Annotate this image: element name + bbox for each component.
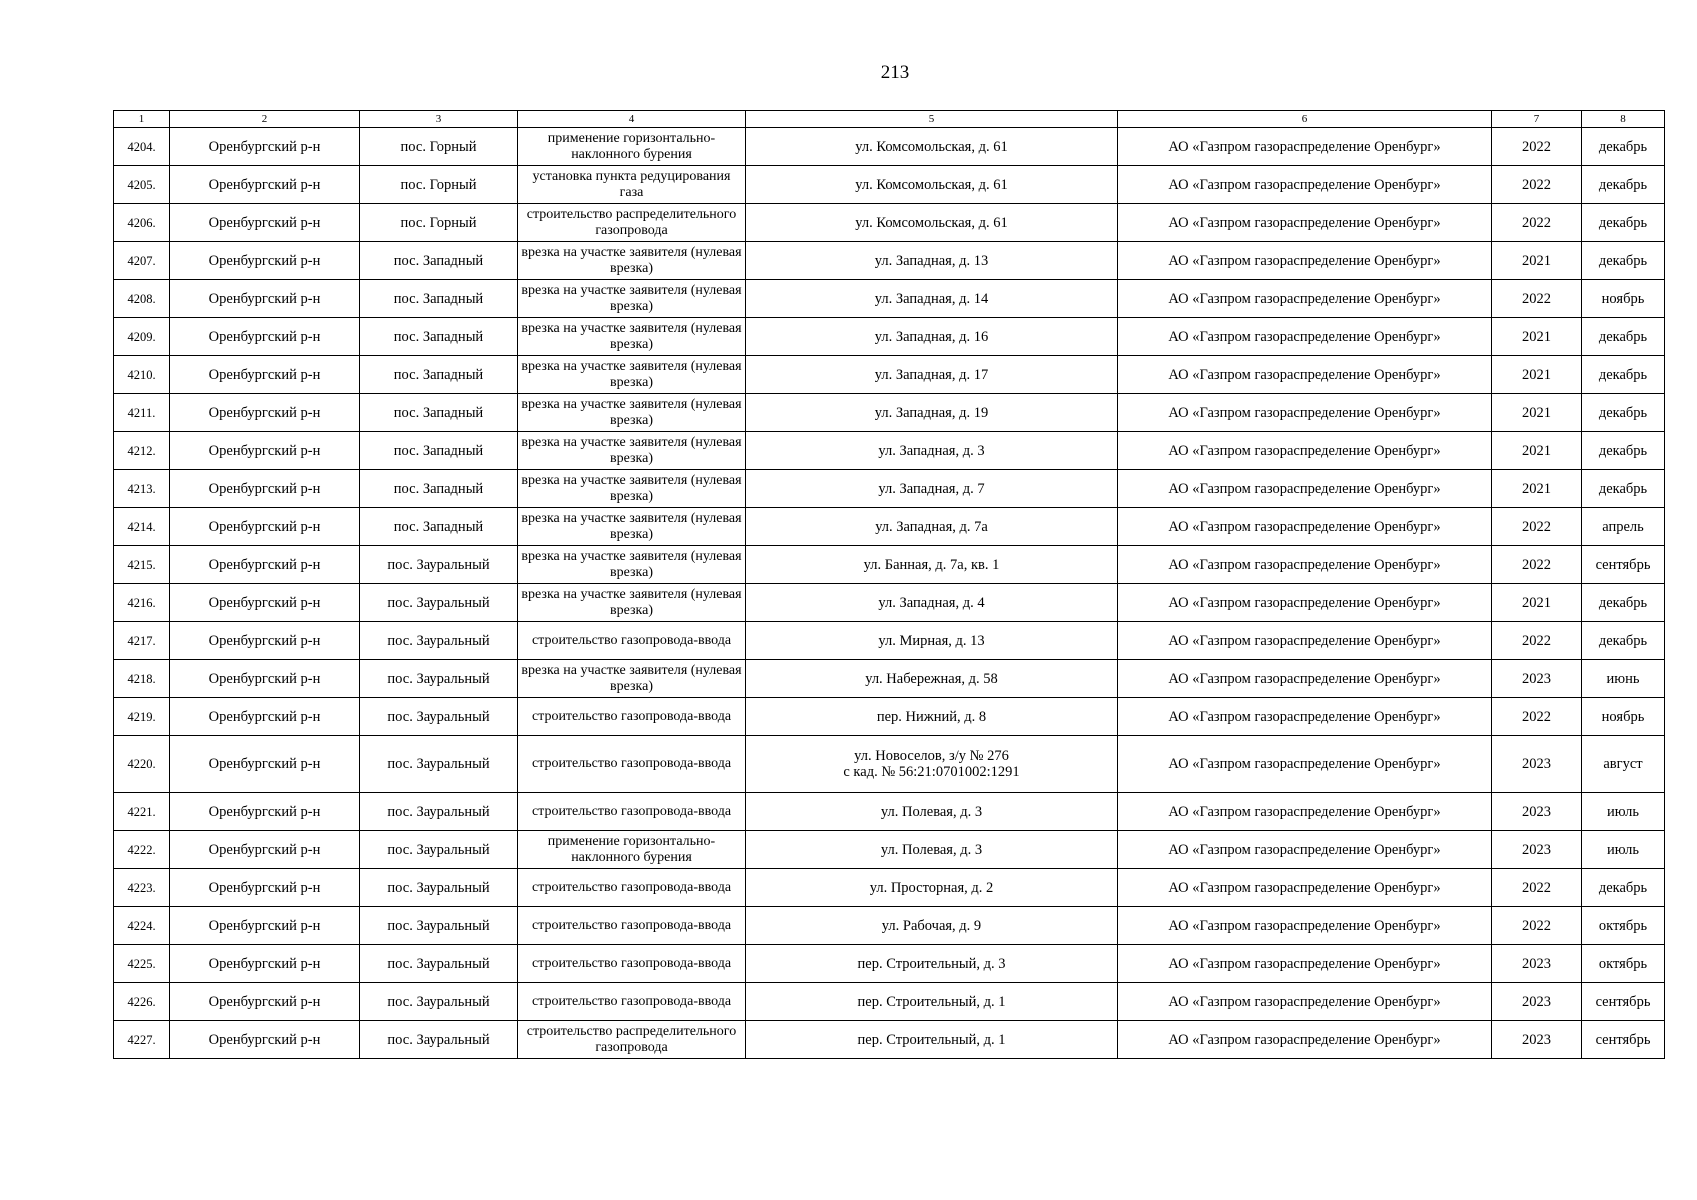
page-number: 213 (880, 62, 910, 83)
row-number: 4217. (114, 622, 170, 660)
table-row (114, 356, 1665, 394)
column-number: 6 (1118, 111, 1492, 128)
district-cell: Оренбургский р-н (170, 584, 360, 622)
table-row (114, 128, 1665, 166)
month-cell: декабрь (1582, 128, 1665, 166)
district-cell: Оренбургский р-н (170, 546, 360, 584)
row-number: 4219. (114, 698, 170, 736)
table-row (114, 1021, 1665, 1059)
locality-cell: пос. Зауральный (360, 907, 518, 945)
year-cell: 2022 (1492, 204, 1582, 242)
year-cell: 2022 (1492, 907, 1582, 945)
month-cell: декабрь (1582, 470, 1665, 508)
organization-cell: АО «Газпром газораспределение Оренбург» (1118, 945, 1492, 983)
row-number: 4223. (114, 869, 170, 907)
locality-cell: пос. Западный (360, 508, 518, 546)
year-cell: 2021 (1492, 356, 1582, 394)
address-cell: ул. Комсомольская, д. 61 (746, 166, 1118, 204)
district-cell: Оренбургский р-н (170, 508, 360, 546)
organization-cell: АО «Газпром газораспределение Оренбург» (1118, 166, 1492, 204)
locality-cell: пос. Зауральный (360, 945, 518, 983)
year-cell: 2022 (1492, 869, 1582, 907)
locality-cell: пос. Зауральный (360, 660, 518, 698)
row-number: 4224. (114, 907, 170, 945)
table-row (114, 869, 1665, 907)
work-type-cell: врезка на участке заявителя (нулевая врезка) (518, 660, 746, 698)
column-number: 7 (1492, 111, 1582, 128)
district-cell: Оренбургский р-н (170, 622, 360, 660)
column-number: 3 (360, 111, 518, 128)
address-cell: пер. Нижний, д. 8 (746, 698, 1118, 736)
organization-cell: АО «Газпром газораспределение Оренбург» (1118, 470, 1492, 508)
row-number: 4209. (114, 318, 170, 356)
row-number: 4208. (114, 280, 170, 318)
row-number: 4227. (114, 1021, 170, 1059)
locality-cell: пос. Зауральный (360, 869, 518, 907)
table-row (114, 318, 1665, 356)
organization-cell: АО «Газпром газораспределение Оренбург» (1118, 660, 1492, 698)
row-number: 4204. (114, 128, 170, 166)
work-type-cell: врезка на участке заявителя (нулевая врезка) (518, 432, 746, 470)
district-cell: Оренбургский р-н (170, 394, 360, 432)
address-cell: ул. Мирная, д. 13 (746, 622, 1118, 660)
table-row (114, 660, 1665, 698)
row-number: 4222. (114, 831, 170, 869)
work-type-cell: врезка на участке заявителя (нулевая врезка) (518, 470, 746, 508)
work-type-cell: строительство газопровода-ввода (518, 907, 746, 945)
month-cell: декабрь (1582, 584, 1665, 622)
year-cell: 2023 (1492, 945, 1582, 983)
row-number: 4205. (114, 166, 170, 204)
address-cell: ул. Западная, д. 14 (746, 280, 1118, 318)
table-row (114, 983, 1665, 1021)
month-cell: сентябрь (1582, 546, 1665, 584)
table-row (114, 280, 1665, 318)
locality-cell: пос. Западный (360, 280, 518, 318)
month-cell: июль (1582, 793, 1665, 831)
locality-cell: пос. Зауральный (360, 546, 518, 584)
organization-cell: АО «Газпром газораспределение Оренбург» (1118, 356, 1492, 394)
table-row (114, 736, 1665, 793)
table-row (114, 242, 1665, 280)
month-cell: октябрь (1582, 907, 1665, 945)
month-cell: декабрь (1582, 869, 1665, 907)
month-cell: ноябрь (1582, 280, 1665, 318)
address-cell: ул. Полевая, д. 3 (746, 831, 1118, 869)
register-table (113, 110, 1665, 1059)
address-cell (746, 736, 1118, 793)
column-number: 5 (746, 111, 1118, 128)
column-number: 4 (518, 111, 746, 128)
month-cell: октябрь (1582, 945, 1665, 983)
month-cell: декабрь (1582, 432, 1665, 470)
work-type-cell: строительство газопровода-ввода (518, 983, 746, 1021)
organization-cell: АО «Газпром газораспределение Оренбург» (1118, 128, 1492, 166)
address-cell: ул. Полевая, д. 3 (746, 793, 1118, 831)
address-cell: ул. Просторная, д. 2 (746, 869, 1118, 907)
district-cell: Оренбургский р-н (170, 869, 360, 907)
district-cell: Оренбургский р-н (170, 793, 360, 831)
table-row (114, 945, 1665, 983)
address-cell: пер. Строительный, д. 3 (746, 945, 1118, 983)
table-row (114, 584, 1665, 622)
work-type-cell: строительство газопровода-ввода (518, 736, 746, 793)
organization-cell: АО «Газпром газораспределение Оренбург» (1118, 831, 1492, 869)
year-cell: 2023 (1492, 793, 1582, 831)
year-cell: 2021 (1492, 318, 1582, 356)
work-type-cell: строительство газопровода-ввода (518, 793, 746, 831)
locality-cell: пос. Западный (360, 432, 518, 470)
address-cell: ул. Западная, д. 17 (746, 356, 1118, 394)
row-number: 4213. (114, 470, 170, 508)
month-cell: декабрь (1582, 242, 1665, 280)
row-number: 4214. (114, 508, 170, 546)
locality-cell: пос. Горный (360, 204, 518, 242)
organization-cell: АО «Газпром газораспределение Оренбург» (1118, 793, 1492, 831)
register-body (114, 111, 1665, 1059)
work-type-cell: врезка на участке заявителя (нулевая врезка) (518, 318, 746, 356)
organization-cell: АО «Газпром газораспределение Оренбург» (1118, 907, 1492, 945)
table-row (114, 394, 1665, 432)
work-type-cell: применение горизонтально-наклонного бурения (518, 128, 746, 166)
month-cell: апрель (1582, 508, 1665, 546)
locality-cell: пос. Зауральный (360, 983, 518, 1021)
work-type-cell: строительство газопровода-ввода (518, 945, 746, 983)
month-cell: июль (1582, 831, 1665, 869)
organization-cell: АО «Газпром газораспределение Оренбург» (1118, 698, 1492, 736)
locality-cell: пос. Зауральный (360, 1021, 518, 1059)
locality-cell: пос. Зауральный (360, 622, 518, 660)
district-cell: Оренбургский р-н (170, 470, 360, 508)
locality-cell: пос. Западный (360, 318, 518, 356)
address-cell: пер. Строительный, д. 1 (746, 983, 1118, 1021)
district-cell: Оренбургский р-н (170, 242, 360, 280)
organization-cell: АО «Газпром газораспределение Оренбург» (1118, 280, 1492, 318)
locality-cell: пос. Западный (360, 394, 518, 432)
district-cell: Оренбургский р-н (170, 204, 360, 242)
table-row (114, 622, 1665, 660)
district-cell: Оренбургский р-н (170, 280, 360, 318)
work-type-cell: установка пункта редуцирования газа (518, 166, 746, 204)
locality-cell: пос. Горный (360, 166, 518, 204)
year-cell: 2022 (1492, 280, 1582, 318)
locality-cell: пос. Зауральный (360, 698, 518, 736)
district-cell: Оренбургский р-н (170, 356, 360, 394)
month-cell: сентябрь (1582, 1021, 1665, 1059)
year-cell: 2023 (1492, 736, 1582, 793)
district-cell: Оренбургский р-н (170, 166, 360, 204)
organization-cell: АО «Газпром газораспределение Оренбург» (1118, 622, 1492, 660)
address-cell: ул. Западная, д. 16 (746, 318, 1118, 356)
district-cell: Оренбургский р-н (170, 698, 360, 736)
work-type-cell: врезка на участке заявителя (нулевая врезка) (518, 280, 746, 318)
district-cell: Оренбургский р-н (170, 128, 360, 166)
locality-cell: пос. Зауральный (360, 793, 518, 831)
month-cell: декабрь (1582, 356, 1665, 394)
address-cell: ул. Комсомольская, д. 61 (746, 204, 1118, 242)
district-cell: Оренбургский р-н (170, 983, 360, 1021)
organization-cell: АО «Газпром газораспределение Оренбург» (1118, 1021, 1492, 1059)
year-cell: 2021 (1492, 432, 1582, 470)
table-row (114, 470, 1665, 508)
organization-cell: АО «Газпром газораспределение Оренбург» (1118, 432, 1492, 470)
year-cell: 2022 (1492, 698, 1582, 736)
work-type-cell: применение горизонтально-наклонного бурения (518, 831, 746, 869)
work-type-cell: строительство газопровода-ввода (518, 698, 746, 736)
address-cell: ул. Западная, д. 19 (746, 394, 1118, 432)
district-cell: Оренбургский р-н (170, 1021, 360, 1059)
address-line: ул. Новоселов, з/у № 276 (854, 748, 1009, 764)
row-number: 4207. (114, 242, 170, 280)
table-row (114, 204, 1665, 242)
year-cell: 2023 (1492, 983, 1582, 1021)
address-cell: ул. Западная, д. 13 (746, 242, 1118, 280)
month-cell: ноябрь (1582, 698, 1665, 736)
column-number: 8 (1582, 111, 1665, 128)
locality-cell: пос. Западный (360, 242, 518, 280)
work-type-cell: врезка на участке заявителя (нулевая врезка) (518, 242, 746, 280)
work-type-cell: врезка на участке заявителя (нулевая врезка) (518, 508, 746, 546)
year-cell: 2021 (1492, 584, 1582, 622)
address-cell: ул. Западная, д. 7а (746, 508, 1118, 546)
work-type-cell: врезка на участке заявителя (нулевая врезка) (518, 394, 746, 432)
district-cell: Оренбургский р-н (170, 736, 360, 793)
row-number: 4221. (114, 793, 170, 831)
month-cell: июнь (1582, 660, 1665, 698)
column-number-row (114, 111, 1665, 128)
year-cell: 2021 (1492, 242, 1582, 280)
organization-cell: АО «Газпром газораспределение Оренбург» (1118, 318, 1492, 356)
district-cell: Оренбургский р-н (170, 945, 360, 983)
table-row (114, 508, 1665, 546)
organization-cell: АО «Газпром газораспределение Оренбург» (1118, 869, 1492, 907)
row-number: 4215. (114, 546, 170, 584)
cadastral-number-line: с кад. № 56:21:0701002:1291 (843, 764, 1020, 780)
year-cell: 2022 (1492, 622, 1582, 660)
district-cell: Оренбургский р-н (170, 432, 360, 470)
month-cell: декабрь (1582, 394, 1665, 432)
month-cell: декабрь (1582, 318, 1665, 356)
work-type-cell: строительство газопровода-ввода (518, 869, 746, 907)
district-cell: Оренбургский р-н (170, 907, 360, 945)
table-row (114, 698, 1665, 736)
address-cell: ул. Западная, д. 4 (746, 584, 1118, 622)
work-type-cell: врезка на участке заявителя (нулевая врезка) (518, 356, 746, 394)
row-number: 4211. (114, 394, 170, 432)
table-row (114, 793, 1665, 831)
address-cell: ул. Рабочая, д. 9 (746, 907, 1118, 945)
organization-cell: АО «Газпром газораспределение Оренбург» (1118, 584, 1492, 622)
organization-cell: АО «Газпром газораспределение Оренбург» (1118, 546, 1492, 584)
row-number: 4212. (114, 432, 170, 470)
address-cell: ул. Западная, д. 7 (746, 470, 1118, 508)
month-cell: август (1582, 736, 1665, 793)
month-cell: сентябрь (1582, 983, 1665, 1021)
work-type-cell: строительство распределительного газопровода (518, 204, 746, 242)
organization-cell: АО «Газпром газораспределение Оренбург» (1118, 394, 1492, 432)
row-number: 4220. (114, 736, 170, 793)
locality-cell: пос. Горный (360, 128, 518, 166)
row-number: 4218. (114, 660, 170, 698)
year-cell: 2022 (1492, 508, 1582, 546)
address-cell: ул. Банная, д. 7а, кв. 1 (746, 546, 1118, 584)
address-cell: ул. Западная, д. 3 (746, 432, 1118, 470)
row-number: 4225. (114, 945, 170, 983)
month-cell: декабрь (1582, 166, 1665, 204)
row-number: 4210. (114, 356, 170, 394)
month-cell: декабрь (1582, 204, 1665, 242)
year-cell: 2021 (1492, 394, 1582, 432)
table-row (114, 907, 1665, 945)
locality-cell: пос. Западный (360, 470, 518, 508)
table-row (114, 546, 1665, 584)
work-type-cell: врезка на участке заявителя (нулевая врезка) (518, 546, 746, 584)
row-number: 4206. (114, 204, 170, 242)
year-cell: 2023 (1492, 1021, 1582, 1059)
locality-cell: пос. Зауральный (360, 736, 518, 793)
district-cell: Оренбургский р-н (170, 831, 360, 869)
column-number: 1 (114, 111, 170, 128)
locality-cell: пос. Зауральный (360, 831, 518, 869)
year-cell: 2022 (1492, 166, 1582, 204)
address-cell: пер. Строительный, д. 1 (746, 1021, 1118, 1059)
year-cell: 2021 (1492, 470, 1582, 508)
year-cell: 2022 (1492, 546, 1582, 584)
row-number: 4216. (114, 584, 170, 622)
month-cell: декабрь (1582, 622, 1665, 660)
year-cell: 2022 (1492, 128, 1582, 166)
address-cell: ул. Комсомольская, д. 61 (746, 128, 1118, 166)
work-type-cell: строительство распределительного газопровода (518, 1021, 746, 1059)
organization-cell: АО «Газпром газораспределение Оренбург» (1118, 983, 1492, 1021)
organization-cell: АО «Газпром газораспределение Оренбург» (1118, 204, 1492, 242)
work-type-cell: врезка на участке заявителя (нулевая врезка) (518, 584, 746, 622)
row-number: 4226. (114, 983, 170, 1021)
district-cell: Оренбургский р-н (170, 318, 360, 356)
locality-cell: пос. Западный (360, 356, 518, 394)
year-cell: 2023 (1492, 660, 1582, 698)
district-cell: Оренбургский р-н (170, 660, 360, 698)
organization-cell: АО «Газпром газораспределение Оренбург» (1118, 242, 1492, 280)
organization-cell: АО «Газпром газораспределение Оренбург» (1118, 736, 1492, 793)
table-row (114, 432, 1665, 470)
table-row (114, 831, 1665, 869)
address-cell: ул. Набережная, д. 58 (746, 660, 1118, 698)
organization-cell: АО «Газпром газораспределение Оренбург» (1118, 508, 1492, 546)
column-number: 2 (170, 111, 360, 128)
table-row (114, 166, 1665, 204)
locality-cell: пос. Зауральный (360, 584, 518, 622)
year-cell: 2023 (1492, 831, 1582, 869)
work-type-cell: строительство газопровода-ввода (518, 622, 746, 660)
